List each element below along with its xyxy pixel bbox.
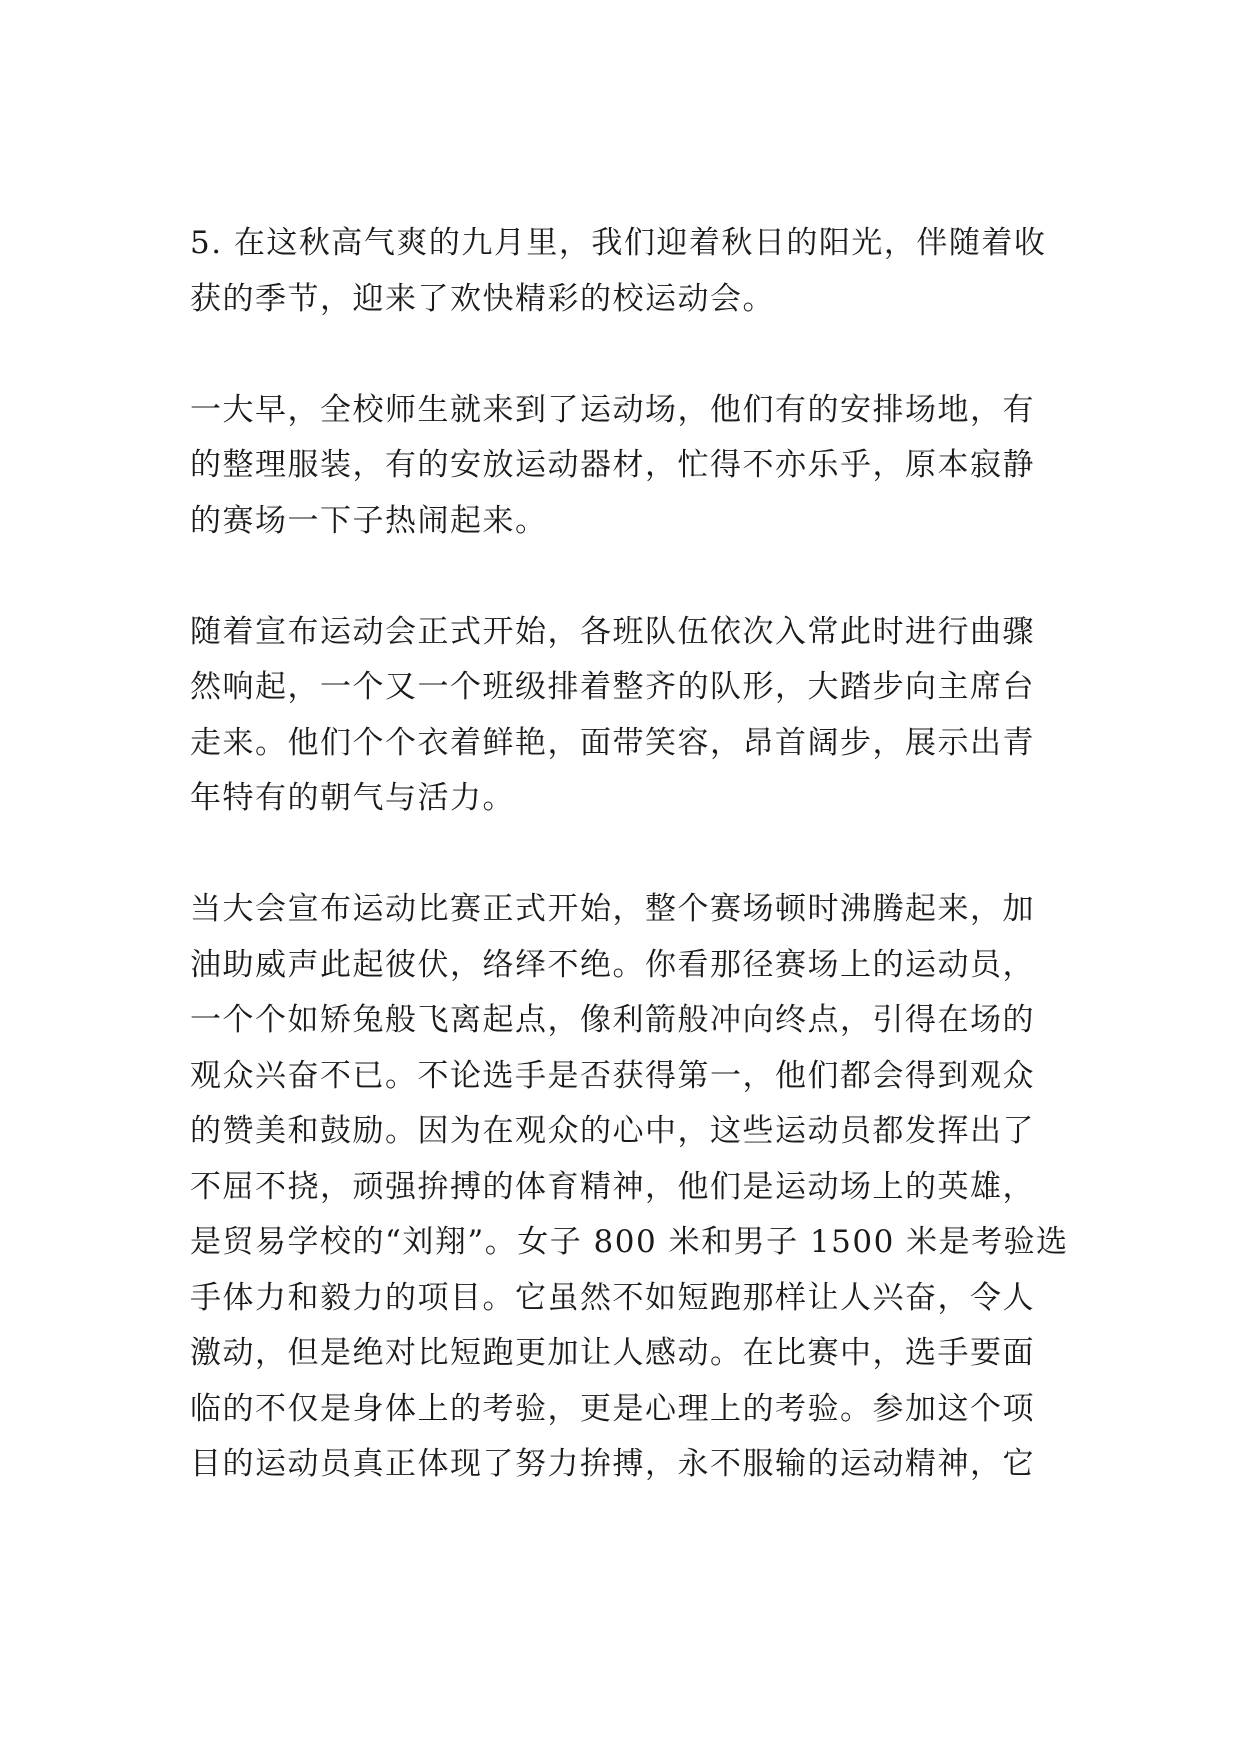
text-line: 当大会宣布运动比赛正式开始，整个赛场顿时沸腾起来，加	[190, 891, 1035, 927]
text-line: 目的运动员真正体现了努力拚搏，永不服输的运动精神，它	[190, 1446, 1035, 1482]
paragraph-3	[190, 605, 1070, 827]
text-line: 然响起，一个又一个班级排着整齐的队形，大踏步向主席台	[190, 669, 1035, 705]
text-line: 激动，但是绝对比短跑更加让人感动。在比赛中，选手要面	[190, 1335, 1035, 1371]
text-line: 随着宣布运动会正式开始，各班队伍依次入常此时进行曲骤	[190, 613, 1035, 650]
paragraph-2	[190, 383, 1070, 550]
paragraph-4	[190, 882, 1070, 1493]
paragraph-1	[190, 216, 1070, 327]
text-line: 一个个如矫兔般飞离起点，像利箭般冲向终点，引得在场的	[190, 1002, 1035, 1038]
text-line: 临的不仅是身体上的考验，更是心理上的考验。参加这个项	[190, 1390, 1035, 1427]
text-line: 年特有的朝气与活力。	[190, 780, 515, 816]
text-line: 走来。他们个个衣着鲜艳，面带笑容，昂首阔步，展示出青	[190, 724, 1035, 761]
text-line: 手体力和毅力的项目。它虽然不如短跑那样让人兴奋，令人	[190, 1279, 1035, 1316]
text-line: 的赞美和鼓励。因为在观众的心中，这些运动员都发挥出了	[190, 1113, 1035, 1149]
text-line: 一大早，全校师生就来到了运动场，他们有的安排场地，有	[190, 391, 1035, 428]
text-line: 油助威声此起彼伏，络绎不绝。你看那径赛场上的运动员，	[190, 946, 1035, 983]
text-line: 是贸易学校的“刘翔”。女子 800 米和男子 1500 米是考验选	[190, 1224, 1069, 1260]
text-line: 不屈不挠，顽强拚搏的体育精神，他们是运动场上的英雄，	[190, 1168, 1035, 1205]
text-line: 观众兴奋不已。不论选手是否获得第一，他们都会得到观众	[190, 1057, 1035, 1094]
text-line: 的整理服装，有的安放运动器材，忙得不亦乐乎，原本寂静	[190, 447, 1035, 483]
text-line: 5. 在这秋高气爽的九月里，我们迎着秋日的阳光，伴随着收	[190, 225, 1047, 261]
text-line: 获的季节，迎来了欢快精彩的校运动会。	[190, 280, 775, 317]
document-body	[190, 216, 1070, 1548]
text-line: 的赛场一下子热闹起来。	[190, 502, 548, 539]
